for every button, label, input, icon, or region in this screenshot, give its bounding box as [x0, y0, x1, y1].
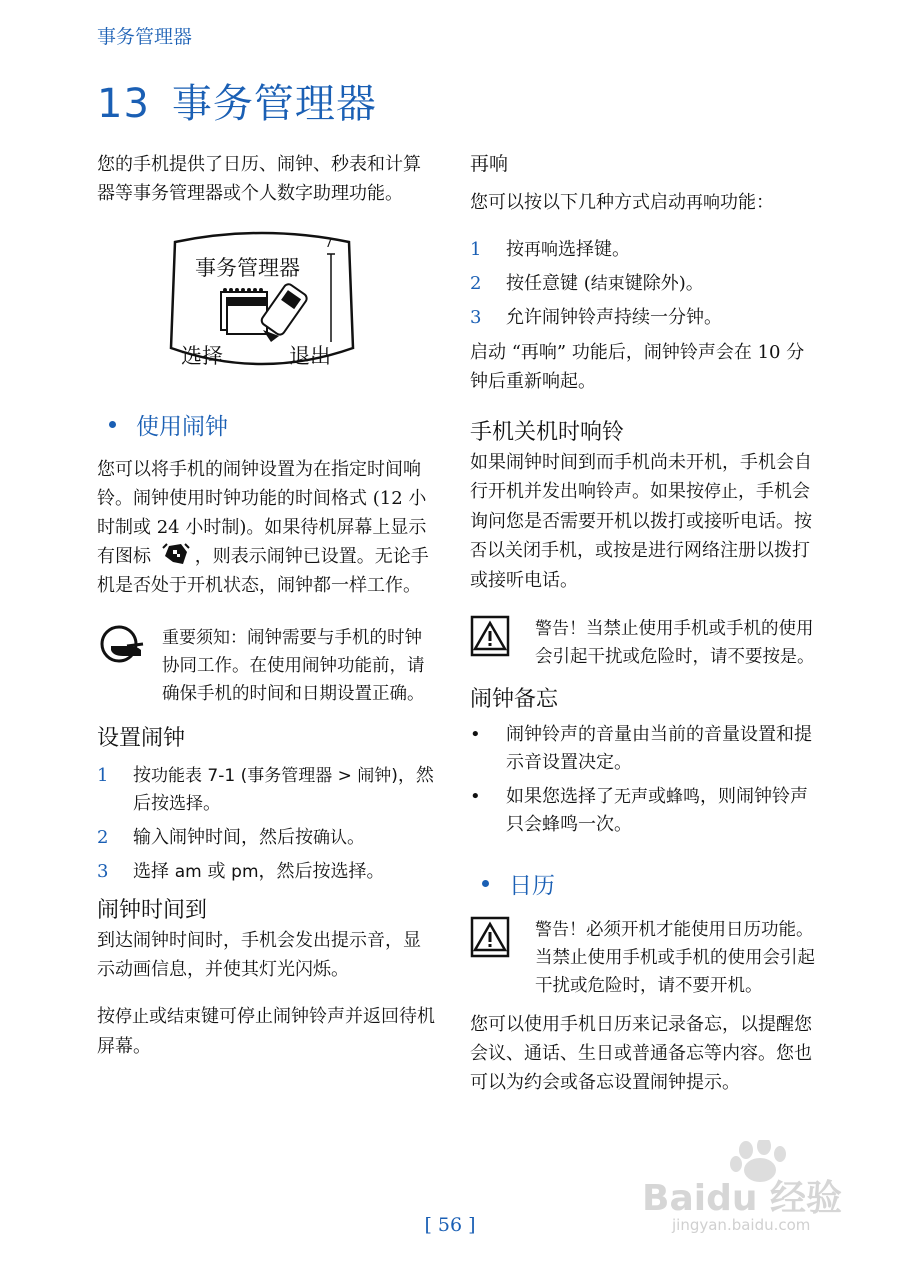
list-item — [470, 783, 815, 839]
snooze-text: 您可以按以下几种方式启动 — [470, 192, 686, 213]
warning-text-1 — [535, 615, 815, 671]
important-label: 重要须知： — [162, 628, 247, 648]
bullet-dot — [482, 880, 489, 887]
alarm-clock-icon — [161, 542, 191, 566]
off-text: ，手机会询问您是否需要开机以拨打或接听电话。按 — [470, 481, 812, 532]
chapter-title — [97, 72, 377, 129]
stop-text: 键可停止闹钟铃声并返回待机屏幕。 — [97, 1006, 435, 1057]
step-key: pm — [231, 862, 259, 882]
important-note — [97, 624, 437, 708]
stop-text: 或 — [149, 1006, 167, 1027]
bullet-dot — [109, 421, 116, 428]
warning-note-1 — [470, 615, 815, 671]
step-number: 1 — [97, 765, 109, 786]
page-number: [ 56 ] — [424, 1214, 476, 1236]
alarm-time-heading: 闹钟时间到 — [97, 898, 208, 923]
watermark-brand: Baidu 经验 — [642, 1178, 843, 1219]
step-number: 2 — [97, 827, 109, 848]
memo-list — [470, 721, 815, 839]
alarm-text-1: 您可以将手机的闹钟设置为在指定时间响铃。闹钟使用时钟功能的时间格式 (12 小时制或 24 小时制)。如果待机屏幕上显示有图标 — [97, 459, 427, 567]
power-off-paragraph — [470, 448, 815, 595]
warning-triangle-icon — [470, 916, 510, 958]
step-text: 按 — [506, 239, 524, 260]
alarm-paragraph — [97, 455, 437, 600]
list-item — [470, 304, 815, 332]
important-body: 闹钟需要与手机的时钟协同工作。在使用闹钟功能前，请确保手机的时间和日期设置正确。 — [162, 628, 425, 704]
step-number: 1 — [470, 239, 482, 260]
snooze-key: 再响 — [686, 193, 720, 213]
screen-title: 事务管理器 — [195, 256, 300, 280]
warning-body: 。 — [797, 647, 815, 667]
important-text — [162, 624, 437, 708]
snooze-after-paragraph: 启动 “再响” 功能后，闹钟铃声会在 10 分钟后重新响起。 — [470, 342, 805, 392]
stop-text: 按 — [97, 1006, 115, 1027]
snooze-text: 功能： — [720, 192, 774, 213]
memo-heading: 闹钟备忘 — [470, 687, 559, 712]
memo-text: 闹钟铃声的音量由当前的音量设置和提示音设置决定。 — [506, 724, 812, 773]
warning-body: 当禁止使用手机或手机的使用会引起干扰或危险时，请不要按 — [535, 619, 814, 667]
running-header: 事务管理器 — [97, 26, 193, 48]
list-item — [470, 236, 815, 264]
baidu-watermark — [642, 1140, 842, 1240]
step-text: 输入闹钟时间，然后按 — [133, 827, 313, 848]
memo-text: ，则闹钟铃声只会蜂鸣一次。 — [506, 786, 808, 835]
list-item — [470, 721, 815, 777]
list-item — [97, 824, 437, 852]
step-number: 3 — [470, 307, 482, 328]
warning-body: 必须开机才能使用日历功能。当禁止使用手机或手机的使用会引起干扰或危险时，请不要开机。 — [535, 920, 815, 996]
off-text: 进行网络注册以拨打或接听电话。 — [470, 540, 810, 591]
step-text: ，然后按 — [133, 765, 434, 814]
chapter-name: 事务管理器 — [171, 81, 377, 127]
intro-paragraph: 您的手机提供了日历、闹钟、秒表和计算器等事务管理器或个人数字助理功能。 — [97, 154, 421, 204]
section-heading-calendar — [470, 867, 815, 900]
list-item — [97, 858, 437, 886]
section-heading-alarm — [97, 408, 437, 441]
end-key: 结束 — [167, 1007, 201, 1027]
section-title: 日历 — [509, 873, 555, 899]
step-text: ，然后按选择。 — [258, 861, 385, 882]
stop-key: 停止 — [704, 482, 738, 502]
calendar-paragraph: 您可以使用手机日历来记录备忘，以提醒您会议、通话、生日或普通备忘等内容。您也可以为约会或备忘设置闹钟提示。 — [470, 1014, 812, 1093]
power-off-heading: 手机关机时响铃 — [470, 420, 625, 445]
right-softkey-label: 退出 — [289, 344, 331, 368]
no-key: 否 — [470, 541, 487, 561]
list-item — [470, 270, 815, 298]
phone-screen-illustration — [167, 230, 357, 370]
warning-text-2 — [535, 916, 815, 1000]
stop-key: 停止 — [115, 1007, 149, 1027]
yes-key: 是 — [631, 541, 648, 561]
step-text: 键除外)。 — [624, 273, 704, 294]
warning-label: 警告！ — [535, 619, 586, 639]
note-icon-wrap — [470, 615, 535, 671]
step-text: 。 — [203, 793, 221, 814]
snooze-steps — [470, 236, 815, 332]
step-text: 选择键。 — [558, 239, 630, 260]
step-text: 按 — [133, 765, 151, 786]
step-text: 按任意键 ( — [506, 273, 591, 294]
alarm-text-2: ，则表示闹钟已设置。无论手机是否处于开机状态，闹钟都一样工作。 — [97, 546, 429, 596]
snooze-heading: 再响 — [470, 153, 509, 175]
step-number: 3 — [97, 861, 109, 882]
step-key: 功能表 7-1 (事务管理器 > 闹钟) — [151, 766, 398, 786]
snooze-intro — [470, 188, 815, 218]
watermark-url: jingyan.baidu.com — [672, 1216, 811, 1234]
step-text: 允许闹钟铃声持续一分钟。 — [506, 307, 722, 328]
bullet-dot: • — [470, 724, 481, 745]
pointing-hand-icon — [97, 624, 147, 664]
set-alarm-heading: 设置闹钟 — [97, 726, 186, 751]
left-softkey-label: 选择 — [181, 344, 223, 368]
bullet-dot: • — [470, 786, 481, 807]
step-key: 结束 — [590, 274, 625, 294]
step-number: 2 — [470, 273, 482, 294]
note-icon-wrap — [470, 916, 535, 1000]
warning-triangle-icon — [470, 615, 510, 657]
section-title: 使用闹钟 — [136, 414, 228, 440]
chapter-number: 13 — [97, 81, 150, 127]
step-key: 再响 — [524, 240, 558, 260]
yes-key: 是 — [780, 647, 797, 667]
left-column — [97, 150, 437, 1061]
note-icon-wrap — [97, 624, 162, 708]
step-text: 或 — [201, 861, 232, 882]
list-item — [97, 762, 437, 818]
memo-text: 或 — [648, 786, 666, 807]
step-key: 确认 — [313, 828, 347, 848]
stop-paragraph — [97, 1002, 437, 1061]
warning-note-2 — [470, 916, 815, 1000]
step-key: 选择 — [169, 794, 203, 814]
alarm-time-paragraph: 到达闹钟时间时，手机会发出提示音，显示动画信息，并使其灯光闪烁。 — [97, 930, 421, 980]
step-text: 。 — [347, 827, 365, 848]
right-column — [470, 150, 815, 1097]
warning-label: 警告！ — [535, 920, 586, 940]
step-text: 选择 — [133, 861, 175, 882]
off-text: 如果闹钟时间到而手机尚未开机，手机会自行开机并发出响铃声。如果按 — [470, 452, 812, 502]
screen-indicator: 7 — [325, 236, 333, 250]
off-text: 以关闭手机，或按 — [487, 540, 631, 561]
step-key: am — [174, 862, 202, 882]
set-alarm-steps — [97, 762, 437, 886]
silent-option: 无声 — [614, 787, 648, 807]
beep-option: 蜂鸣 — [666, 787, 700, 807]
memo-text: 如果您选择了 — [506, 786, 614, 807]
